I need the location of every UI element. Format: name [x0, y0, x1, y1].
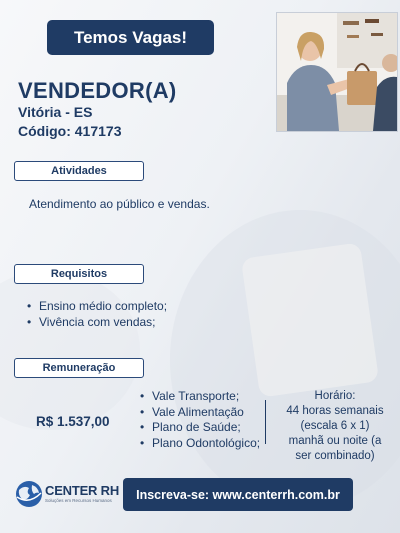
benefits-list: [140, 389, 260, 451]
shop-cashier-photo: [276, 12, 398, 132]
schedule-line: Horário:: [314, 390, 356, 402]
schedule-line: ser combinado): [295, 450, 375, 462]
section-label-remuneracao: [14, 358, 144, 378]
section-label-text: Requisitos: [50, 268, 108, 280]
logo-name: CENTER RH: [45, 483, 120, 498]
section-label-text: Remuneração: [42, 362, 116, 374]
section-label-atividades: [14, 161, 144, 181]
shop-cashier-illustration: [277, 13, 397, 131]
signup-link-button[interactable]: [123, 478, 353, 511]
vertical-divider: [265, 400, 266, 444]
atividades-text: Atendimento ao público e vendas.: [29, 197, 210, 211]
salary-value: R$ 1.537,00: [36, 414, 110, 429]
schedule-line: manhã ou noite (a: [288, 435, 382, 447]
schedule-line: 44 horas semanais: [286, 405, 384, 417]
hiring-badge-label: Temos Vagas!: [73, 27, 188, 47]
requisitos-list: [27, 299, 167, 330]
background-shape: [0, 270, 140, 430]
job-code: Código: 417173: [18, 123, 122, 139]
job-title: VENDEDOR(A): [18, 78, 177, 103]
list-item: • Ensino médio completo;: [27, 299, 167, 315]
logo-tagline: Soluções em Recursos Humanos: [45, 498, 112, 503]
hiring-badge: [47, 20, 214, 55]
schedule-block: [276, 389, 394, 464]
job-location: Vitória - ES: [18, 104, 93, 120]
section-label-requisitos: [14, 264, 144, 284]
list-item: • Plano de Saúde;: [140, 420, 260, 436]
schedule-line: (escala 6 x 1): [300, 420, 370, 432]
list-item: • Vale Transporte;: [140, 389, 260, 405]
list-item: • Vale Alimentação: [140, 405, 260, 421]
signup-link-label: Inscreva-se: www.centerrh.com.br: [136, 487, 340, 502]
globe-icon: [14, 479, 44, 509]
list-item: • Vivência com vendas;: [27, 315, 167, 331]
background-bag-shape: [241, 242, 379, 397]
section-label-text: Atividades: [51, 165, 107, 177]
list-item: • Plano Odontológico;: [140, 436, 260, 452]
